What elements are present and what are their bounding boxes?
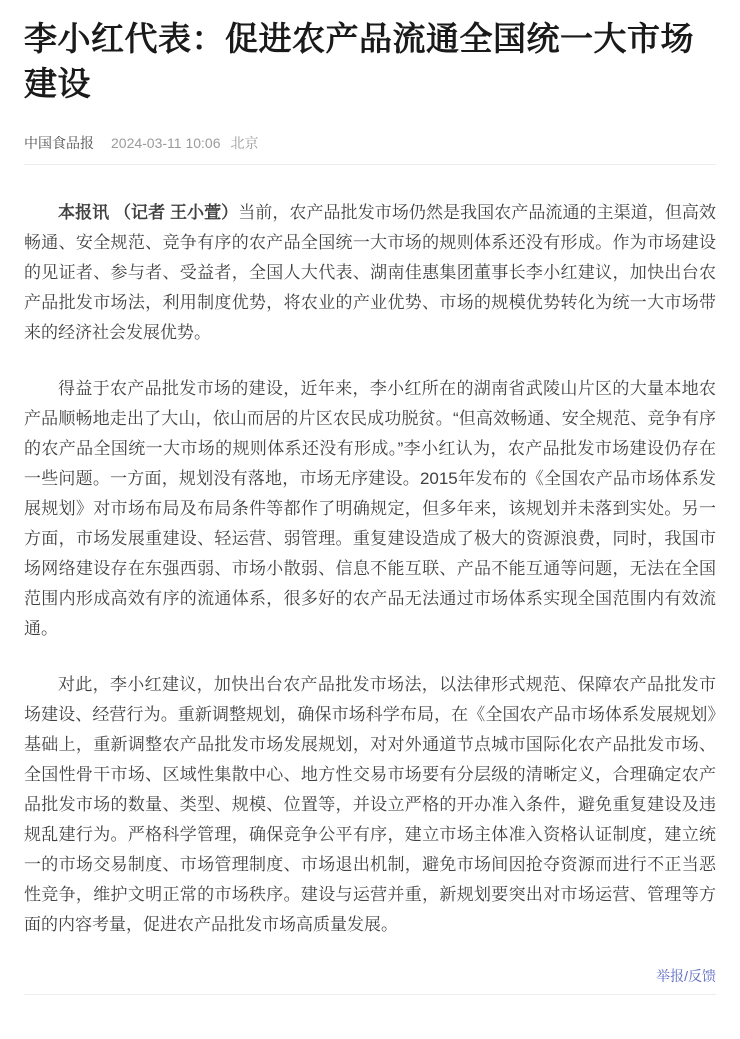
article-title: 李小红代表：促进农产品流通全国统一大市场建设 <box>24 20 694 102</box>
paragraph-1 <box>24 198 716 348</box>
bottom-divider <box>24 994 716 995</box>
publish-location: 北京 <box>230 135 259 151</box>
source-name[interactable]: 中国食品报 <box>24 135 94 151</box>
paragraph-3: 对此，李小红建议，加快出台农产品批发市场法，以法律形式规范、保障农产品批发市场建设、经营行为。重新调整规划，确保市场科学布局，在《全国农产品市场体系发展规划》基础上，重新调整农产品批发市场发展规划，对对外通道节点城市国际化农产品批发市场、全国性骨干市场、区域性集散中心、地方性交易市场要有分层级的清晰定义，合理确定农产品批发市场的数量、类型、规模、位置等，并设立严格的开办准入条件，避免重复建设及违规乱建行为。严格科学管理，确保竞争公平有序，建立市场主体准入资格认证制度，建立统一的市场交易制度、市场管理制度、市场退出机制，避免市场间因抢夺资源而进行不正当恶性竞争，维护文明正常的市场秩序。建设与运营并重，新规划要突出对市场运营、管理等方面的内容考量，促进农产品批发市场高质量发展。 <box>24 675 716 934</box>
meta-divider <box>24 164 716 165</box>
paragraph-2: 得益于农产品批发市场的建设，近年来，李小红所在的湖南省武陵山片区的大量本地农产品顺畅地走出了大山，依山而居的片区农民成功脱贫。“但高效畅通、安全规范、竞争有序的农产品全国统一大市场的规则体系还没有形成。”李小红认为，农产品批发市场建设仍存在一些问题。一方面，规划没有落地，市场无序建设。2015年发布的《全国农产品市场体系发展规划》对市场布局及布局条件等都作了明确规定，但多年来，该规划并未落到实处。另一方面，市场发展重建设、轻运营、弱管理。重复建设造成了极大的资源浪费，同时，我国市场网络建设存在东强西弱、市场小散弱、信息不能互联、产品不能互通等问题，无法在全国范围内形成高效有序的流通体系，很多好的农产品无法通过市场体系实现全国范围内有效流通。 <box>24 379 716 638</box>
footer-row <box>24 966 716 986</box>
article-meta <box>24 135 716 151</box>
publish-datetime: 2024-03-11 10:06 <box>111 135 221 151</box>
paragraph-1-text: 当前，农产品批发市场仍然是我国农产品流通的主渠道，但高效畅通、安全规范、竞争有序的农产品全国统一大市场的规则体系还没有形成。作为市场建设的见证者、参与者、受益者，全国人大代表、湖南佳惠集团董事长李小红建议，加快出台农产品批发市场法，利用制度优势，将农业的产业优势、市场的规模优势转化为统一大市场带来的经济社会发展优势。 <box>24 203 716 342</box>
article-body <box>24 198 716 940</box>
report-feedback-link[interactable]: 举报/反馈 <box>656 968 716 984</box>
paragraph-1-lead: 本报讯 （记者 王小萱） <box>58 203 239 222</box>
